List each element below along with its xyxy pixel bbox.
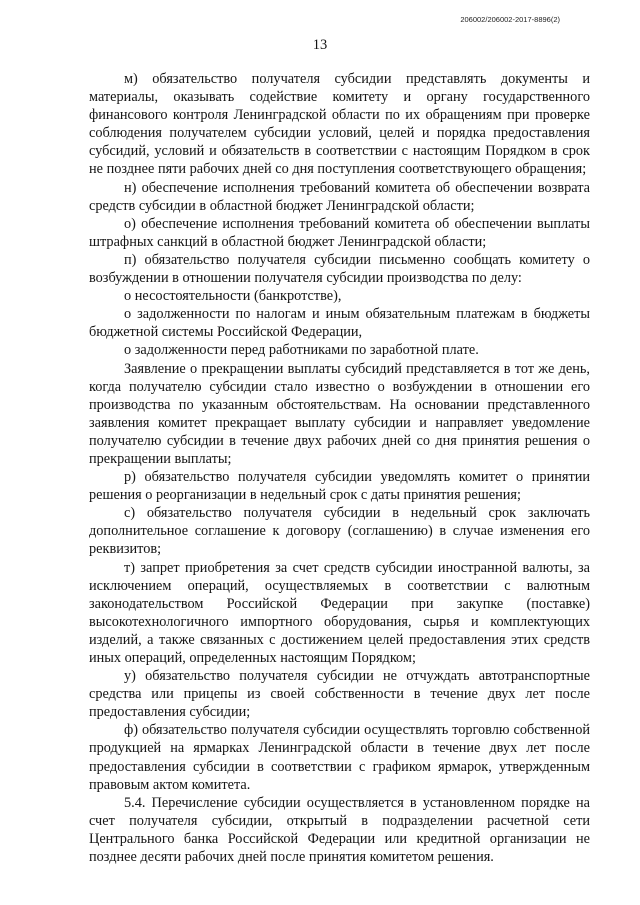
page-number: 13 <box>312 37 328 53</box>
document-body <box>89 70 590 866</box>
paragraph-n: н) обеспечение исполнения требований комитета об обеспечении возврата средств субсидии в областной бюджет Ленинградской области; <box>89 179 590 214</box>
paragraph-t: т) запрет приобретения за счет средств субсидии иностранной валюты, за исключением операций, осуществляемых в соответствии с валютным законодательством Российской Федерации при закупке (поставке) высокотехнологичного импортного оборудования, сырья и комплектующих изделий, а также связанных с достижением целей предоставления этих средств иных операций, определенных настоящим Порядком; <box>89 559 590 666</box>
paragraph-bankruptcy: о несостоятельности (банкротстве), <box>124 288 342 305</box>
paragraph-termination-notice: Заявление о прекращении выплаты субсидий представляется в тот же день, когда получателю субсидии стало известно о возбуждении в отношении его производства по указанным обстоятельствам. На основании представленного заявления комитет прекращает выплату субсидии и направляет уведомление получателю субсидии в течение двух рабочих дней со дня принятия решения о прекращении выплаты; <box>89 360 590 467</box>
paragraph-u: у) обязательство получателя субсидии не отчуждать автотранспортные средства или прицепы из своей собственности в течение двух лет после предоставления субсидии; <box>89 668 590 721</box>
paragraph-m: м) обязательство получателя субсидии представлять документы и материалы, оказывать содействие комитету и органу государственного финансового контроля Ленинградской области по их обращениям при проверке соблюдения получателем субсидии условий, целей и порядка предоставления субсидий, условий и обязательств в соответствии с настоящим Порядком в срок не позднее пяти рабочих дней со дня поступления соответствующего обращения; <box>89 71 590 178</box>
paragraph-s: с) обязательство получателя субсидии в недельный срок заключать дополнительное соглашение к договору (соглашению) в случае изменения его реквизитов; <box>89 505 590 558</box>
paragraph-r: р) обязательство получателя субсидии уведомлять комитет о принятии решения о реорганизации в недельный срок с даты принятия решения; <box>89 469 590 504</box>
document-id: 206002/206002-2017-8896(2) <box>460 15 560 24</box>
paragraph-o: о) обеспечение исполнения требований комитета об обеспечении выплаты штрафных санкций в областной бюджет Ленинградской области; <box>89 215 590 250</box>
paragraph-tax-debt: о задолженности по налогам и иным обязательным платежам в бюджеты бюджетной системы Российской Федерации, <box>89 306 590 341</box>
paragraph-f: ф) обязательство получателя субсидии осуществлять торговлю собственной продукцией на ярмарках Ленинградской области в течение двух лет после предоставления субсидии в соответствии с графиком ярмарок, утвержденным правовым актом комитета. <box>89 722 590 793</box>
paragraph-5-4: 5.4. Перечисление субсидии осуществляется в установленном порядке на счет получателя субсидии, открытый в подразделении расчетной сети Центрального банка Российской Федерации или кредитной организации не позднее десяти рабочих дней после принятия комитетом решения. <box>89 794 590 866</box>
paragraph-p: п) обязательство получателя субсидии письменно сообщать комитету о возбуждении в отношении получателя субсидии производства по делу: <box>89 251 590 287</box>
paragraph-wage-debt: о задолженности перед работниками по заработной плате. <box>124 342 479 359</box>
